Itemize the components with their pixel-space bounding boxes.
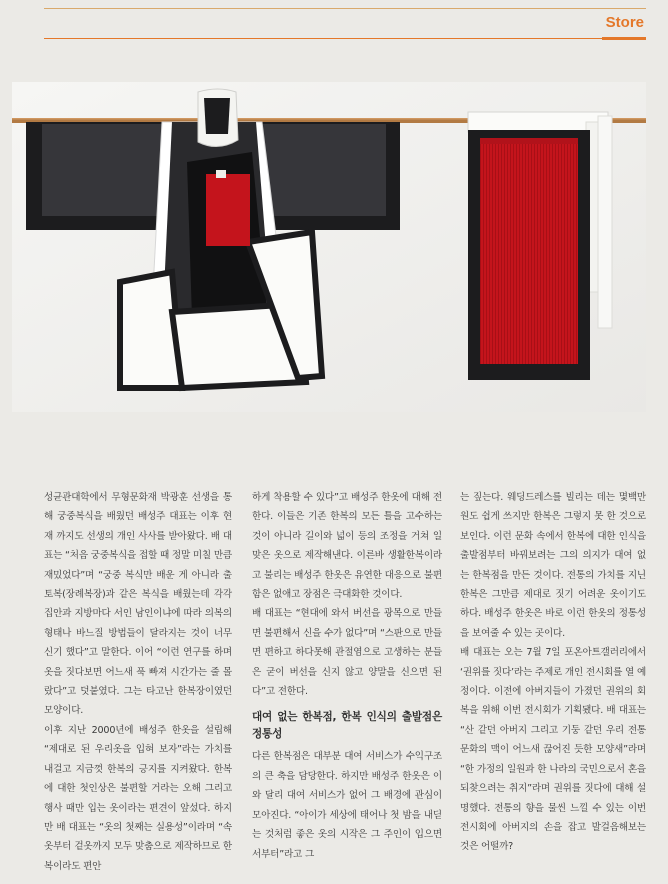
paragraph: 다른 한복점은 대부분 대여 서비스가 수익구조의 큰 축을 담당한다. 하지만 배성주 한옷은 이와 달리 대여 서비스가 없어 그 배경에 관심이 모아진다. “아이가 세상에 태어나 첫 밤을 내딛는 것처럼 좋은 옷의 시작은 그 주인이 입으면서부터”라고 그 [252,751,442,860]
paragraph: 이후 지난 2000년에 배성주 한옷을 설립해 “제대로 된 우리옷을 입혀 보자”라는 가치를 내걸고 지금껏 한복의 긍지를 지켜왔다. 한복에 대한 첫인상은 불편할 거라는 오해 그리고 행사 때만 입는 옷이라는 편견이 앞섰다. 하지만 배 대표는 “옷의 첫째는 실용성”이라며 “속옷부터 겉옷까지 모두 맞춤으로 제작하므로 한복이라도 편안 [44,724,232,872]
hanbok-illustration [12,82,646,412]
hanbok-photo [12,82,646,412]
article-subheading: 대여 없는 한복점, 한복 인식의 출발점은 정통성 [252,711,442,741]
paragraph: 배 대표는 “현대에 와서 버선을 광목으로 만들면 불편해서 신을 수가 없다”며 “스판으로 만들면 편하고 하다못해 관절염으로 고생하는 분들은 굳이 버선을 신지 않고 양말을 신으면 된다”고 전한다. [252,608,442,698]
section-header [44,10,646,38]
article-body [0,488,668,884]
header-rule [44,38,646,39]
article-column-3 [460,488,646,857]
header-rule-accent [602,37,646,40]
paragraph: 는 짚는다. 웨딩드레스를 빌리는 데는 몇백만원도 쉽게 쓰지만 한복은 그렇지 못 한 것으로 보인다. 이런 문화 속에서 한복에 대한 인식을 출발점부터 바꿔보려는 그의 의지가 대여 없는 한복점을 만든 것이다. 전통의 가치를 지닌 한복은 그만큼 제대로 짓기 어려운 옷이기도 하다. 배성주 한옷은 바로 이런 한옷의 정통성을 보여줄 수 있는 곳이다. [460,492,646,639]
paragraph: 배 대표는 오는 7월 7일 포온아트갤러리에서 ‘권위를 짓다’라는 주제로 개인 전시회를 열 예정이다. 이전에 아버지들이 가졌던 권위의 회복을 위해 이번 전시회가 기획됐다. 배 대표는 “산 같던 아버지 그리고 기둥 같던 우리 전통 문화의 맥이 어느새 끊어진 듯한 모양새”라며 “한 가정의 일원과 한 나라의 국민으로서 혼을 되찾으려는 취지”라며 권위를 짓다에 대해 설명했다. 전통의 향을 물씬 느낄 수 있는 이번 전시회에 아버지의 손을 잡고 발걸음해보는 것은 어떨까? [460,647,647,853]
paragraph: 하게 착용할 수 있다”고 배성주 한옷에 대해 전한다. 이들은 기존 한복의 모든 틀을 고수하는 것이 아니라 길이와 넓이 등의 조정을 거쳐 일맞은 옷으로 제작해낸다. 이른바 생활한복이라고 불리는 배성주 한옷은 유연한 대응으로 불편함은 없애고 장점은 극대화한 것이다. [252,492,442,601]
article-column-1 [44,488,232,876]
article-column-2 [252,488,442,864]
paragraph: 성균관대학에서 무형문화재 박광훈 선생을 통해 궁중복식을 배웠던 배성주 대표는 이후 현재 까지도 선생의 개인 사사를 받아왔다. 배 대표는 “처음 궁중복식을 접할 때 정말 미칠 만큼 재밌었다”며 “궁중 복식만 배운 게 아니라 출토복(장례복장)과 같은 복식을 배웠는데 각각 집안과 지방마다 서인 남인이냐에 따라 의복의 형태나 바느질 방법들이 달라지는 것이 너무 신기 했다”고 말한다. 이어 “이런 연구를 하며 옷을 짓다보면 어느새 푹 빠져 시간가는 줄 몰랐다”고 덧붙였다. 그는 타고난 한복장이였던 모양이다. [44,492,232,717]
section-label: Store [605,14,644,31]
top-rule [44,8,646,9]
